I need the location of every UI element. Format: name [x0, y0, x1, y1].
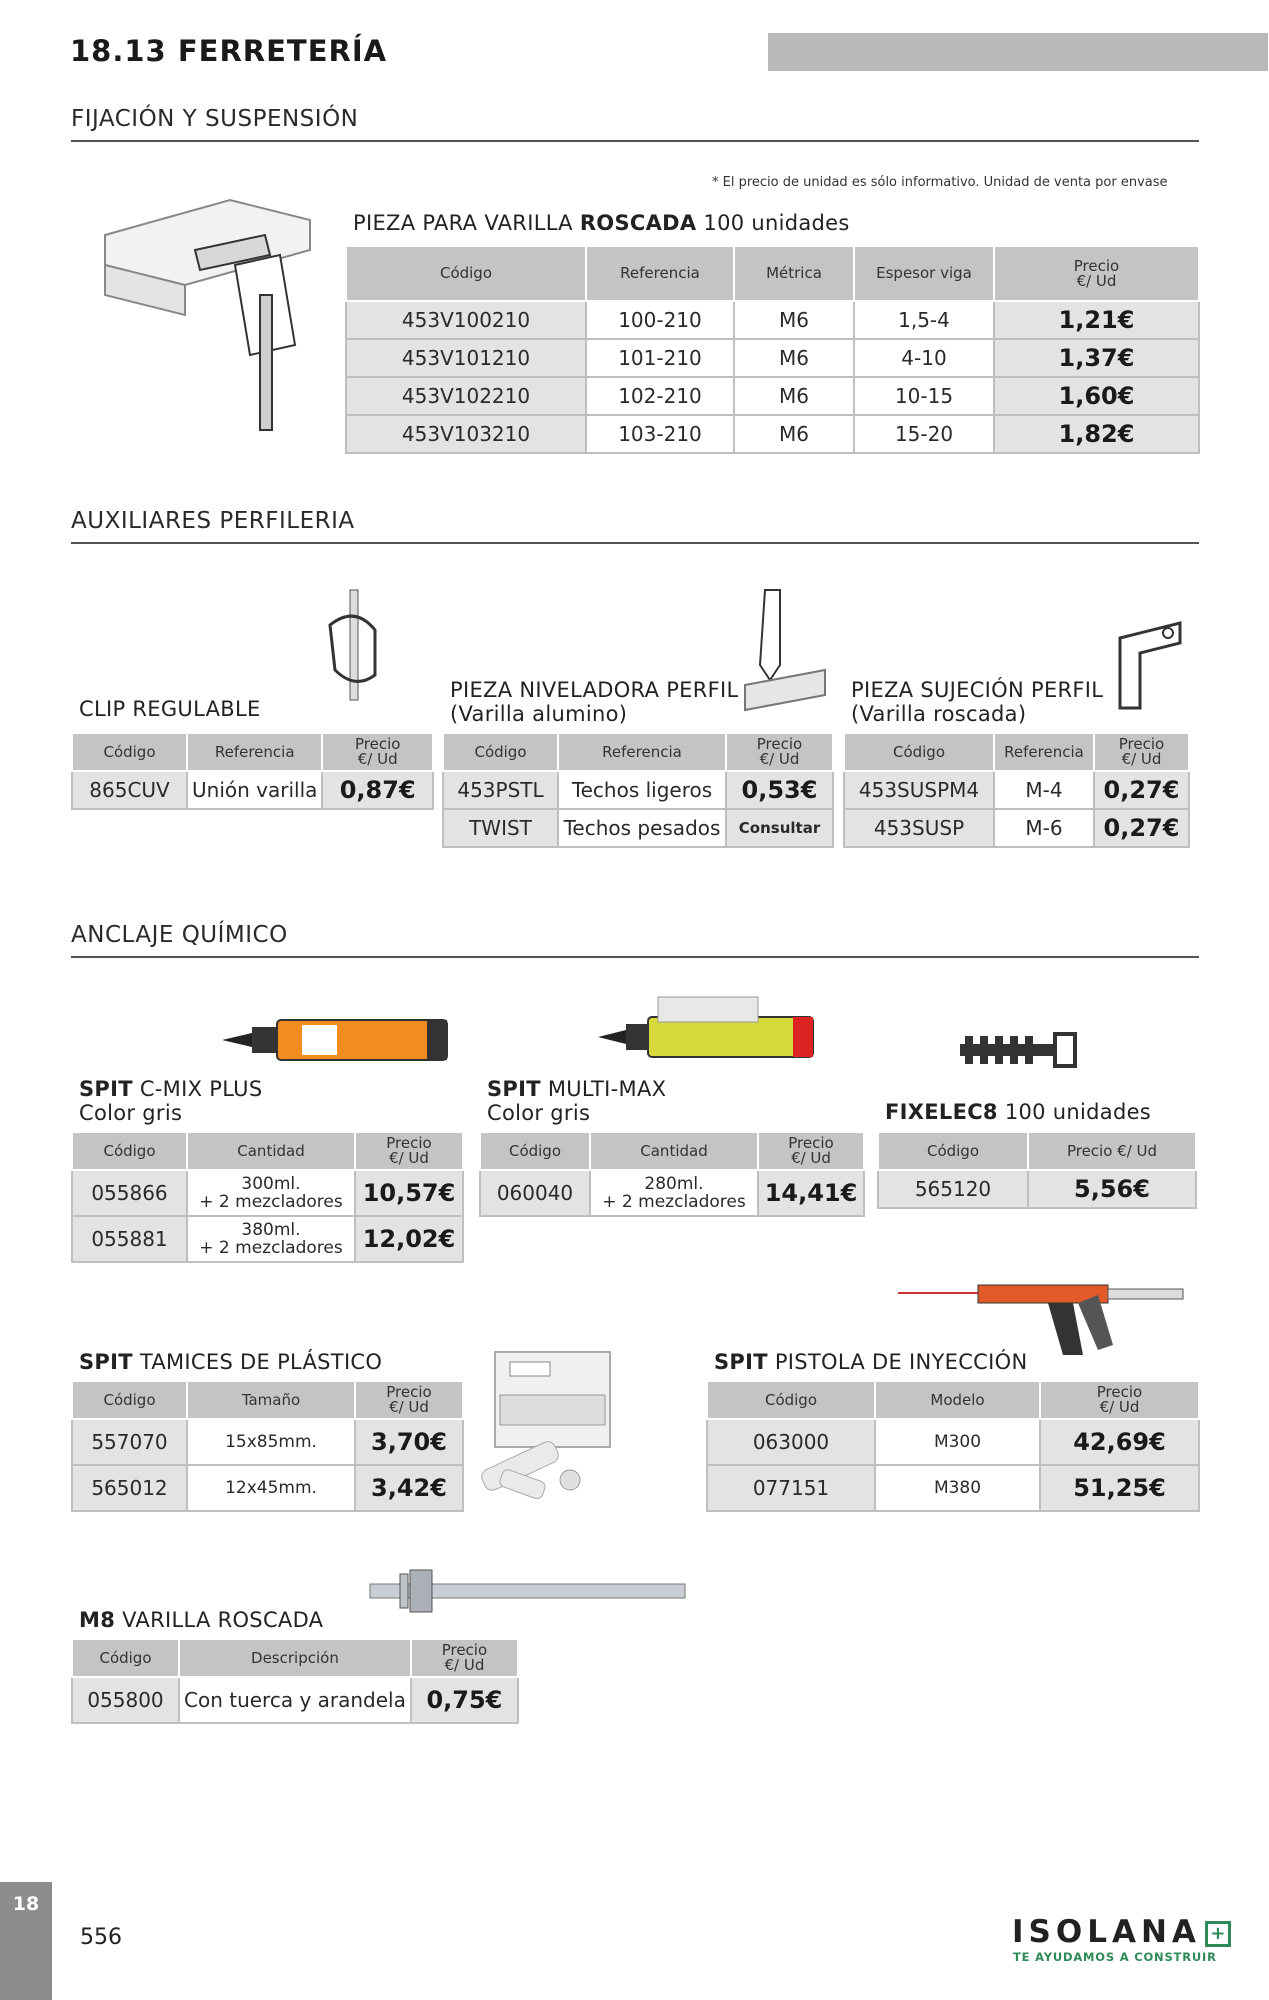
table-row: 453PSTL Techos ligeros 0,53€: [443, 771, 833, 809]
product-title-niveladora: PIEZA NIVELADORA PERFIL (Varilla alumino): [450, 678, 739, 726]
section-title-fijacion: FIJACIÓN Y SUSPENSIÓN: [71, 106, 359, 132]
product-title-fixelec: FIXELEC8 100 unidades: [885, 1100, 1152, 1124]
section-rule: [71, 542, 1199, 544]
table-row: 055866 300ml. + 2 mezcladores 10,57€: [72, 1170, 463, 1216]
section-rule: [71, 956, 1199, 958]
table-varilla: Código Descripción Precio €/ Ud 055800 Con tuerca y arandela 0,75€: [71, 1638, 519, 1724]
table-row: 453V103210 103-210 M6 15-20 1,82€: [346, 415, 1199, 453]
table-row: 565012 12x45mm. 3,42€: [72, 1465, 463, 1511]
table-row: 060040 280ml. + 2 mezcladores 14,41€: [480, 1170, 864, 1216]
table-row: 453SUSP M-6 0,27€: [844, 809, 1189, 847]
product-title-varilla: M8 VARILLA ROSCADA: [79, 1608, 324, 1632]
price-note: * El precio de unidad es sólo informativo. Unidad de venta por envase: [712, 175, 1168, 190]
injection-gun-image: [898, 1265, 1188, 1360]
table-pistola: Código Modelo Precio €/ Ud 063000 M300 42,69€ 077151 M380 51,25€: [706, 1380, 1200, 1512]
table-niveladora: Código Referencia Precio €/ Ud 453PSTL Techos ligeros 0,53€ TWIST Techos pesados Consultar: [442, 732, 834, 848]
chapter-number: 18: [12, 1893, 40, 1915]
table-row: 565120 5,56€: [878, 1170, 1196, 1208]
table-row: 055881 380ml. + 2 mezcladores 12,02€: [72, 1216, 463, 1262]
table-row: 865CUV Unión varilla 0,87€: [72, 771, 433, 809]
table-row: 453V101210 101-210 M6 4-10 1,37€: [346, 339, 1199, 377]
table-cmix: Código Cantidad Precio €/ Ud 055866 300ml. + 2 mezcladores 10,57€ 055881 380ml. + 2 mezcladores 12,02€: [71, 1131, 464, 1263]
multimax-cartridge-image: [598, 992, 818, 1064]
table-row: 063000 M300 42,69€: [707, 1419, 1199, 1465]
page-title: 18.13 FERRETERÍA: [70, 34, 388, 68]
header-bar: [768, 33, 1268, 71]
niveladora-image: [740, 585, 830, 725]
table-multimax: Código Cantidad Precio €/ Ud 060040 280ml. + 2 mezcladores 14,41€: [479, 1131, 865, 1217]
section-rule: [71, 140, 1199, 142]
section-title-auxiliares: AUXILIARES PERFILERIA: [71, 508, 355, 534]
table-row: 077151 M380 51,25€: [707, 1465, 1199, 1511]
table-row: 055800 Con tuerca y arandela 0,75€: [72, 1677, 518, 1723]
product-title-tamices: SPIT TAMICES DE PLÁSTICO: [79, 1350, 383, 1374]
product-title-sujecion: PIEZA SUJECIÓN PERFIL (Varilla roscada): [851, 678, 1104, 726]
table-sujecion: Código Referencia Precio €/ Ud 453SUSPM4 M-4 0,27€ 453SUSP M-6 0,27€: [843, 732, 1190, 848]
section-title-anclaje: ANCLAJE QUÍMICO: [71, 922, 288, 948]
suspension-piece-image: [100, 195, 320, 435]
logo-mark-icon: +: [1205, 1921, 1231, 1947]
page-number: 556: [80, 1925, 122, 1950]
table-row: 453SUSPM4 M-4 0,27€: [844, 771, 1189, 809]
table-row: 557070 15x85mm. 3,70€: [72, 1419, 463, 1465]
product-title-pistola: SPIT PISTOLA DE INYECCIÓN: [714, 1350, 1028, 1374]
table-row: TWIST Techos pesados Consultar: [443, 809, 833, 847]
table-tamices: Código Tamaño Precio €/ Ud 557070 15x85mm. 3,70€ 565012 12x45mm. 3,42€: [71, 1380, 464, 1512]
product-title-multimax: SPIT MULTI-MAX Color gris: [487, 1077, 667, 1125]
mesh-sleeves-image: [475, 1350, 620, 1515]
cmix-cartridge-image: [222, 1015, 452, 1065]
brand-logo: ISOLANA +: [1012, 1914, 1231, 1950]
threaded-rod-image: [365, 1560, 690, 1620]
product-title-clip: CLIP REGULABLE: [79, 697, 261, 721]
product-title-pieza-varilla: PIEZA PARA VARILLA ROSCADA 100 unidades: [353, 211, 850, 235]
sujecion-image: [1110, 618, 1200, 718]
fixelec-plug-image: [955, 1030, 1080, 1070]
table-row: 453V100210 100-210 M6 1,5-4 1,21€: [346, 301, 1199, 339]
table-clip: Código Referencia Precio €/ Ud 865CUV Unión varilla 0,87€: [71, 732, 434, 810]
product-title-cmix: SPIT C-MIX PLUS Color gris: [79, 1077, 263, 1125]
table-row: 453V102210 102-210 M6 10-15 1,60€: [346, 377, 1199, 415]
brand-tagline: TE AYUDAMOS A CONSTRUIR: [1013, 1950, 1217, 1964]
clip-image: [320, 585, 390, 705]
table-pieza-varilla: Código Referencia Métrica Espesor viga Precio €/ Ud 453V100210 100-210 M6 1,5-4 1,21€ 453V101210 101-210 M6 4-10 1,37€ 453V102210 102-210 M6 10-15 1,60€ 453V103210 103-210 M6 15-20 1,82€: [345, 245, 1200, 454]
table-fixelec: Código Precio €/ Ud 565120 5,56€: [877, 1131, 1197, 1209]
